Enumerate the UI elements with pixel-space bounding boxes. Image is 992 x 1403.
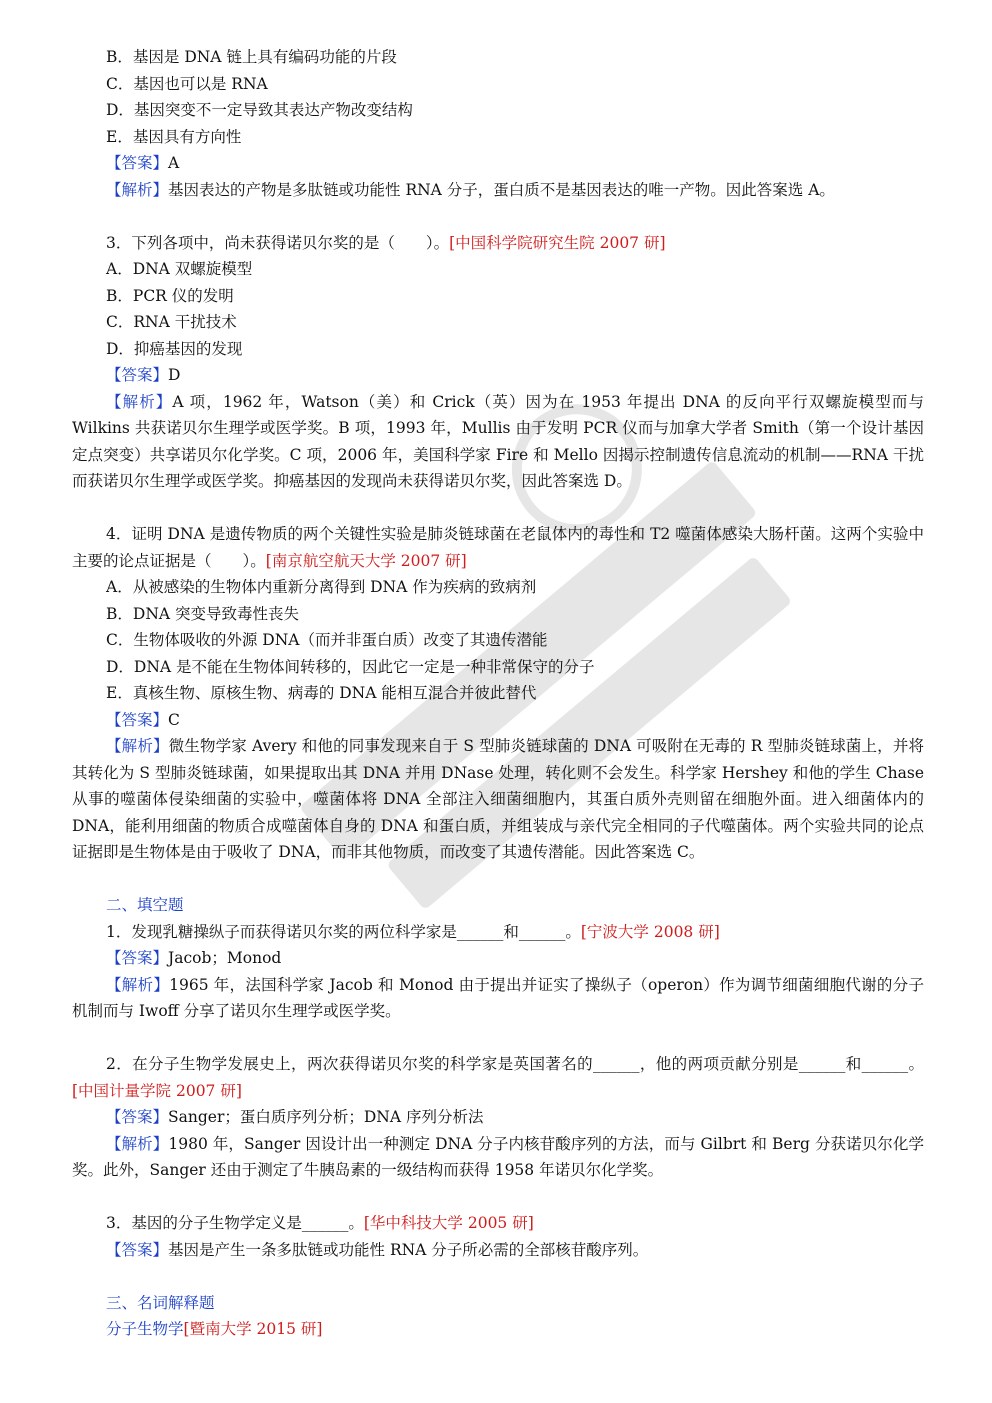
q4-option-a: A．从被感染的生物体内重新分离得到 DNA 作为疾病的致病剂 (106, 578, 537, 596)
q4-analysis-text: 微生物学家 Avery 和他的同事发现来自于 S 型肺炎链球菌的 DNA 可吸附在无毒的 R 型肺炎链球菌上，并将其转化为 S 型肺炎链球菌，如果提取出其 DNA 并用 DNase 处理，转化则不会发生。科学家 Hershey 和他的学生 Chase 从事的噬菌体侵染细菌的实验中，噬菌体将 DNA 全部注入细菌细胞内，其蛋白质外壳则留在细胞外面。进入细菌体内的 DNA，能利用细菌的物质合成噬菌体自身的 DNA 和蛋白质，并组装成与亲代完全相同的子代噬菌体。两个实验共同的论点证据即是生物体是由于吸收了 DNA，而非其他物质，而改变了其遗传潜能。因此答案选 C。 (72, 737, 924, 861)
q3-option-d: D．抑癌基因的发现 (106, 339, 243, 358)
f3-answer (72, 1237, 924, 1264)
answer-label: 【答案】 (106, 949, 169, 967)
n1-source: [暨南大学 2015 研] (183, 1320, 323, 1338)
q4-analysis (72, 733, 924, 866)
analysis-label: 【解析】 (106, 975, 170, 994)
f3-answer-value: 基因是产生一条多肽链或功能性 RNA 分子所必需的全部核苷酸序列。 (168, 1240, 649, 1259)
section-fill-in-title: 二、填空题 (106, 896, 184, 914)
q4-option-b: B．DNA 突变导致毒性丧失 (106, 604, 300, 623)
q4-option-d: D．DNA 是不能在生物体间转移的，因此它一定是一种非常保守的分子 (106, 657, 595, 676)
f1-source: [宁波大学 2008 研] (580, 922, 720, 941)
q4-answer (72, 707, 924, 734)
q4-option-c: C．生物体吸收的外源 DNA（而并非蛋白质）改变了其遗传潜能 (106, 631, 548, 649)
q3-option-c: C．RNA 干扰技术 (106, 313, 237, 331)
q4-option-e: E．真核生物、原核生物、病毒的 DNA 能相互混合并彼此替代 (106, 684, 537, 702)
q3-option-b: B．PCR 仪的发明 (106, 286, 234, 305)
answer-label: 【答案】 (106, 154, 169, 172)
f2-source: [中国计量学院 2007 研] (72, 1081, 242, 1100)
f3-stem: 3．基因的分子生物学定义是______。[华中科技大学 2005 研] (106, 1214, 534, 1232)
q3-answer (72, 362, 924, 389)
q2-option-e: E．基因具有方向性 (106, 127, 242, 146)
f1-answer (72, 945, 924, 972)
q3-source: [中国科学院研究生院 2007 研] (449, 233, 666, 252)
q4-stem: 4．证明 DNA 是遗传物质的两个关键性实验是肺炎链球菌在老鼠体内的毒性和 T2 噬菌体感染大肠杆菌。这两个实验中主要的论点证据是（ ）。[南京航空航天大学 2007 研] (72, 525, 924, 570)
q4-answer-value: C (168, 710, 180, 729)
f2-stem: 2．在分子生物学发展史上，两次获得诺贝尔奖的科学家是英国著名的______，他的两项贡献分别是______和______。[中国计量学院 2007 研] (72, 1055, 924, 1100)
q3-answer-value: D (168, 366, 181, 384)
analysis-label: 【解析】 (106, 392, 173, 411)
q2-answer-value: A (168, 154, 180, 172)
f1-analysis-text: 1965 年，法国科学家 Jacob 和 Monod 由于提出并证实了操纵子（operon）作为调节细菌细胞代谢的分子机制而与 Iwoff 分享了诺贝尔生理学或医学奖。 (72, 975, 924, 1020)
answer-label: 【答案】 (106, 366, 169, 384)
q3-analysis (72, 389, 924, 495)
answer-label: 【答案】 (106, 1240, 169, 1259)
f2-analysis (72, 1131, 924, 1184)
q2-answer (72, 150, 924, 177)
q2-analysis-text: 基因表达的产物是多肽链或功能性 RNA 分子，蛋白质不是基因表达的唯一产物。因此答案选 A。 (168, 180, 835, 199)
f2-answer (72, 1104, 924, 1131)
q2-option-d: D．基因突变不一定导致其表达产物改变结构 (106, 101, 413, 119)
f1-answer-value: Jacob；Monod (168, 949, 282, 967)
n1-term: 分子生物学 (106, 1320, 184, 1338)
section-terms-title: 三、名词解释题 (106, 1293, 215, 1312)
analysis-label: 【解析】 (106, 737, 169, 755)
answer-label: 【答案】 (106, 710, 169, 729)
document-body (72, 44, 924, 1343)
analysis-label: 【解析】 (106, 180, 169, 199)
f2-answer-value: Sanger；蛋白质序列分析；DNA 序列分析法 (168, 1108, 484, 1126)
answer-label: 【答案】 (106, 1108, 169, 1126)
f1-analysis (72, 972, 924, 1025)
q3-analysis-text: A 项，1962 年，Watson（美）和 Crick（英）因为在 1953 年提出 DNA 的反向平行双螺旋模型而与 Wilkins 共获诺贝尔生理学或医学奖。B 项，1993 年，Mullis 由于发明 PCR 仪而与加拿大学者 Smith（第一个设计基因定点突变）共享诺贝尔化学奖。C 项，2006 年，美国科学家 Fire 和 Mello 因揭示控制遗传信息流动的机制——RNA 干扰而获诺贝尔生理学或医学奖。抑癌基因的发现尚未获得诺贝尔奖，因此答案选 D。 (72, 392, 924, 490)
f3-source: [华中科技大学 2005 研] (363, 1214, 534, 1232)
n1-term-line (72, 1316, 924, 1343)
q2-analysis (72, 177, 924, 204)
q2-option-b: B．基因是 DNA 链上具有编码功能的片段 (106, 48, 397, 66)
f1-stem: 1．发现乳糖操纵子而获得诺贝尔奖的两位科学家是______和______。[宁波大学 2008 研] (106, 922, 720, 941)
q4-source: [南京航空航天大学 2007 研] (265, 551, 467, 570)
q2-option-c: C．基因也可以是 RNA (106, 74, 268, 93)
q3-stem: 3．下列各项中，尚未获得诺贝尔奖的是（ ）。[中国科学院研究生院 2007 研] (106, 233, 666, 252)
q3-option-a: A．DNA 双螺旋模型 (106, 260, 253, 278)
analysis-label: 【解析】 (106, 1134, 169, 1153)
f2-analysis-text: 1980 年，Sanger 因设计出一种测定 DNA 分子内核苷酸序列的方法，而与 Gilbrt 和 Berg 分获诺贝尔化学奖。此外，Sanger 还由于测定了牛胰岛素的一级结构而获得 1958 年诺贝尔化学奖。 (72, 1134, 924, 1179)
